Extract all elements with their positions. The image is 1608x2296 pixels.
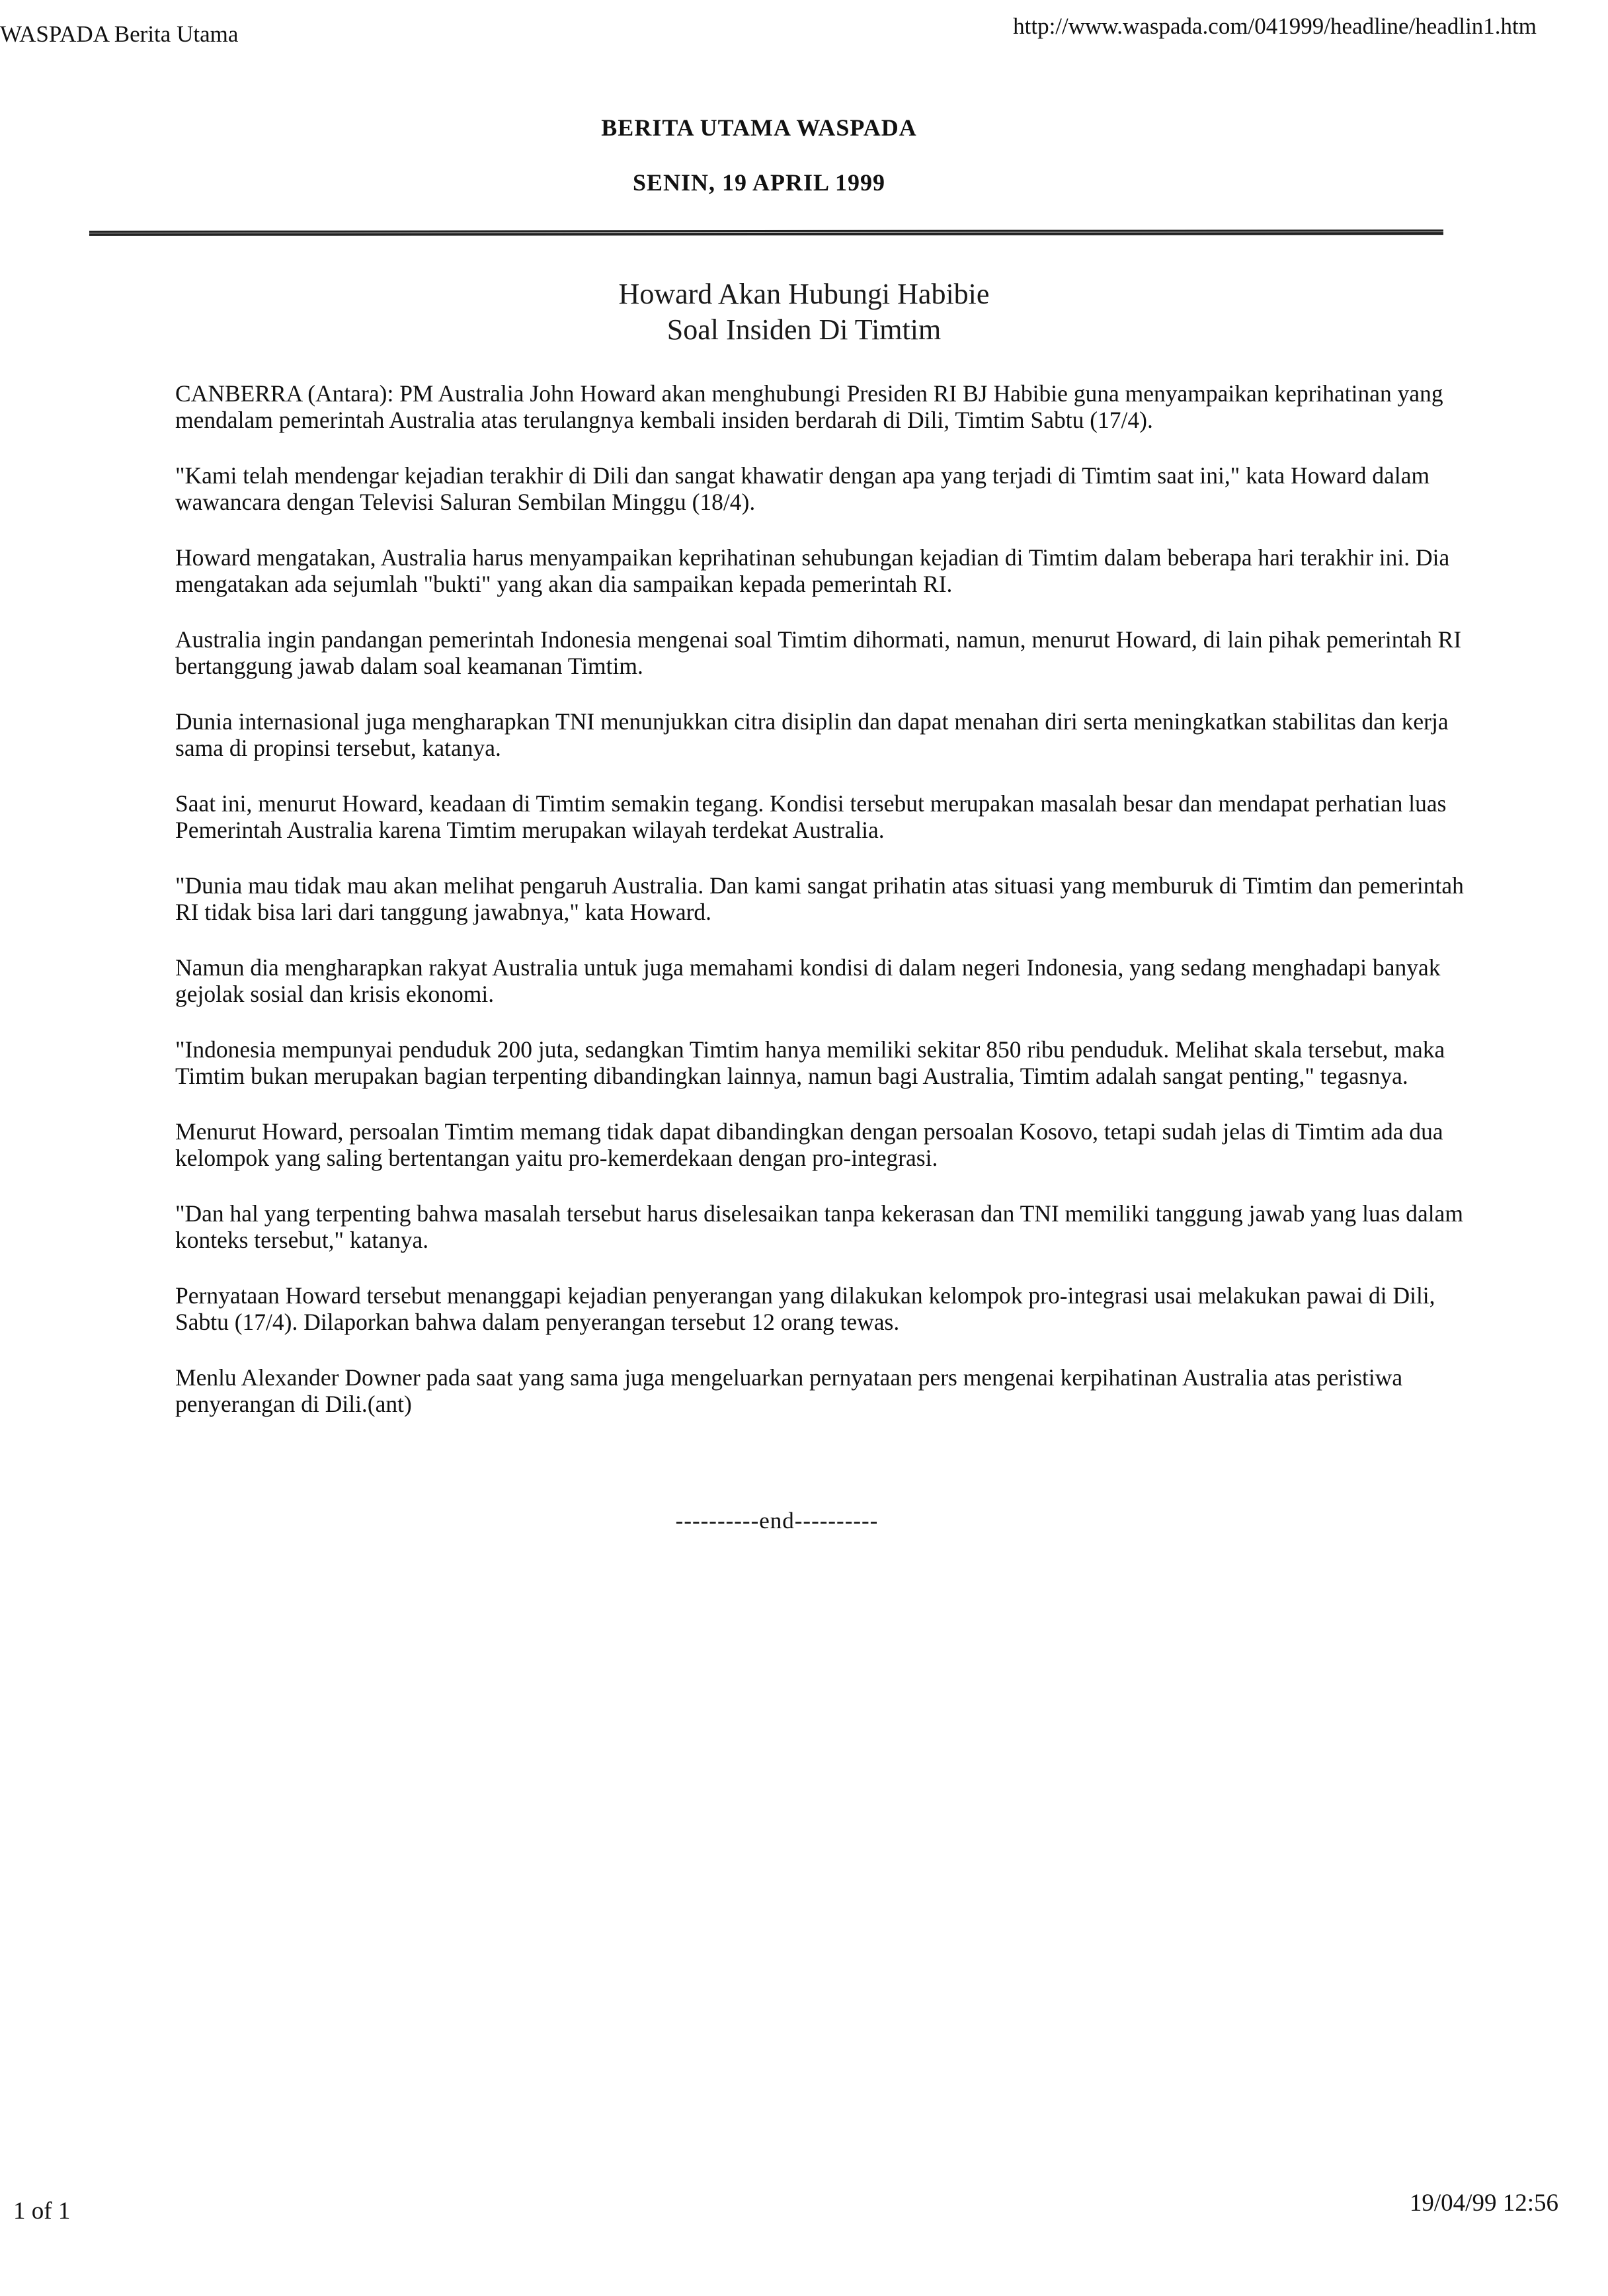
print-timestamp: 19/04/99 12:56 [1409, 2190, 1558, 2217]
end-marker: ----------end---------- [675, 1508, 879, 1534]
article-headline [0, 276, 1608, 348]
article-paragraph: Menurut Howard, persoalan Timtim memang tidak dapat dibandingkan dengan persoalan Kosovo, tetapi sudah jelas di Timtim ada dua kelompok yang saling bertentangan yaitu pro-kemerdekaan dengan pro-integrasi. [175, 1118, 1443, 1171]
site-title: WASPADA Berita Utama [0, 21, 239, 47]
headline-line-2: Soal Insiden Di Timtim [666, 313, 942, 346]
publication-title: BERITA UTAMA WASPADA [601, 114, 917, 141]
headline-line-1: Howard Akan Hubungi Habibie [618, 278, 990, 310]
article-paragraph: "Dunia mau tidak mau akan melihat pengaruh Australia. Dan kami sangat prihatin atas situasi yang memburuk di Timtim dan pemerintah RI tidak bisa lari dari tanggung jawabnya," kata Howard. [175, 872, 1464, 925]
article-paragraph: Dunia internasional juga mengharapkan TNI menunjukkan citra disiplin dan dapat menahan diri serta meningkatkan stabilitas dan kerja sama di propinsi tersebut, katanya. [175, 708, 1449, 761]
article-paragraph: Australia ingin pandangan pemerintah Indonesia mengenai soal Timtim dihormati, namun, menurut Howard, di lain pihak pemerintah RI bertanggung jawab dalam soal keamanan Timtim. [175, 626, 1462, 679]
article-paragraph: "Indonesia mempunyai penduduk 200 juta, sedangkan Timtim hanya memiliki sekitar 850 ribu penduduk. Melihat skala tersebut, maka Timtim bukan merupakan bagian terpenting dibandingkan lainnya, namun bagi Australia, Timtim adalah sangat penting," tegasnya. [175, 1036, 1445, 1089]
article-paragraph: Howard mengatakan, Australia harus menyampaikan keprihatinan sehubungan kejadian di Timtim dalam beberapa hari terakhir ini. Dia mengatakan ada sejumlah "bukti" yang akan dia sampaikan kepada pemerintah RI. [175, 544, 1450, 597]
page-url: http://www.waspada.com/041999/headline/headlin1.htm [1013, 13, 1537, 39]
article-paragraph: "Dan hal yang terpenting bahwa masalah tersebut harus diselesaikan tanpa kekerasan dan TNI memiliki tanggung jawab yang luas dalam konteks tersebut," katanya. [175, 1200, 1463, 1253]
article-paragraph: Saat ini, menurut Howard, keadaan di Timtim semakin tegang. Kondisi tersebut merupakan masalah besar dan mendapat perhatian luas Pemerintah Australia karena Timtim merupakan wilayah terdekat Australia. [175, 790, 1447, 843]
page-indicator: 1 of 1 [13, 2197, 71, 2225]
article-paragraph: Namun dia mengharapkan rakyat Australia untuk juga memahami kondisi di dalam negeri Indonesia, yang sedang menghadapi banyak gejolak sosial dan krisis ekonomi. [175, 954, 1441, 1007]
article-paragraph: Pernyataan Howard tersebut menanggapi kejadian penyerangan yang dilakukan kelompok pro-integrasi usai melakukan pawai di Dili, Sabtu (17/4). Dilaporkan bahwa dalam penyerangan tersebut 12 orang tewas. [175, 1282, 1435, 1335]
article-paragraph: "Kami telah mendengar kejadian terakhir di Dili dan sangat khawatir dengan apa yang terjadi di Timtim saat ini," kata Howard dalam wawancara dengan Televisi Saluran Sembilan Minggu (18/4). [175, 462, 1430, 515]
publication-date: SENIN, 19 APRIL 1999 [632, 169, 886, 196]
article-body [175, 380, 1465, 1446]
article-paragraph: Menlu Alexander Downer pada saat yang sama juga mengeluarkan pernyataan pers mengenai kerpihatinan Australia atas peristiwa penyerangan di Dili.(ant) [175, 1364, 1403, 1417]
article-paragraph: CANBERRA (Antara): PM Australia John Howard akan menghubungi Presiden RI BJ Habibie guna menyampaikan keprihatinan yang mendalam pemerintah Australia atas terulangnya kembali insiden berdarah di Dili, Timtim Sabtu (17/4). [175, 380, 1443, 433]
horizontal-rule [89, 229, 1443, 236]
